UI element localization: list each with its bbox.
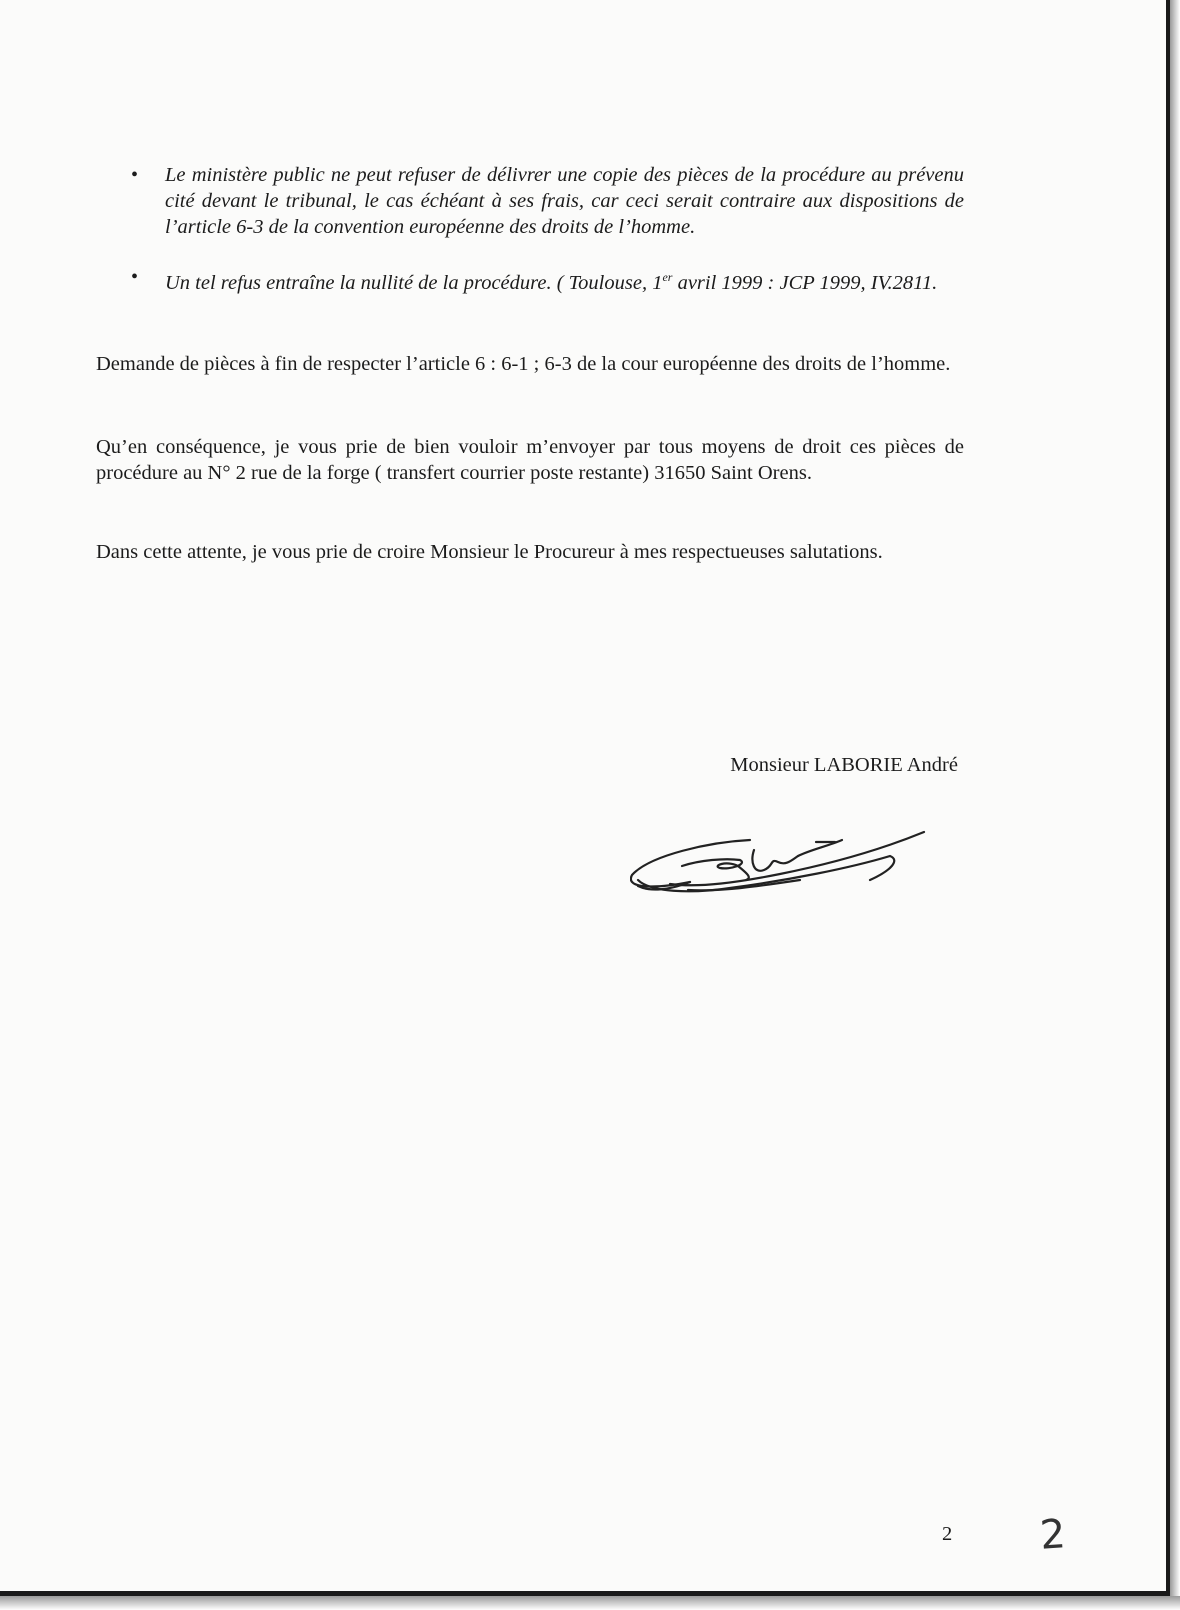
ordinal-superscript: er <box>662 270 673 284</box>
consequence-paragraph: Qu’en conséquence, je vous prie de bien vouloir m’envoyer par tous moyens de droit ces pièces de procédure au N° 2 rue de la forge ( transfert courrier poste restante) 31650 Saint Orens. <box>96 436 964 484</box>
bullet-list <box>128 162 964 320</box>
page-number: 2 <box>942 1523 953 1545</box>
bullet-item <box>128 264 964 296</box>
request-paragraph: Demande de pièces à fin de respecter l’article 6 : 6-1 ; 6-3 de la cour européenne des droits de l’homme. <box>96 353 951 375</box>
handwritten-page-number: 2 <box>1038 1511 1068 1559</box>
closing-paragraph: Dans cette attente, je vous prie de croire Monsieur le Procureur à mes respectueuses salutations. <box>96 541 883 563</box>
bullet-item <box>128 162 964 240</box>
page-shadow-right <box>1170 0 1180 1610</box>
bullet-text: Le ministère public ne peut refuser de délivrer une copie des pièces de la procédure au prévenu cité devant le tribunal, le cas échéant à ses frais, car ceci serait contraire aux dispositions de l’article 6-3 de la convention européenne des droits de l’homme. <box>165 164 964 238</box>
page-shadow-bottom <box>0 1596 1180 1610</box>
bullet-text: Un tel refus entraîne la nullité de la procédure. ( Toulouse, 1er avril 1999 : JCP 1999, IV.2811. <box>165 270 938 294</box>
bullet-icon: • <box>131 164 139 186</box>
signer-name: Monsieur LABORIE André <box>730 754 958 776</box>
bullet-icon: • <box>131 266 139 288</box>
handwritten-signature <box>630 830 960 930</box>
